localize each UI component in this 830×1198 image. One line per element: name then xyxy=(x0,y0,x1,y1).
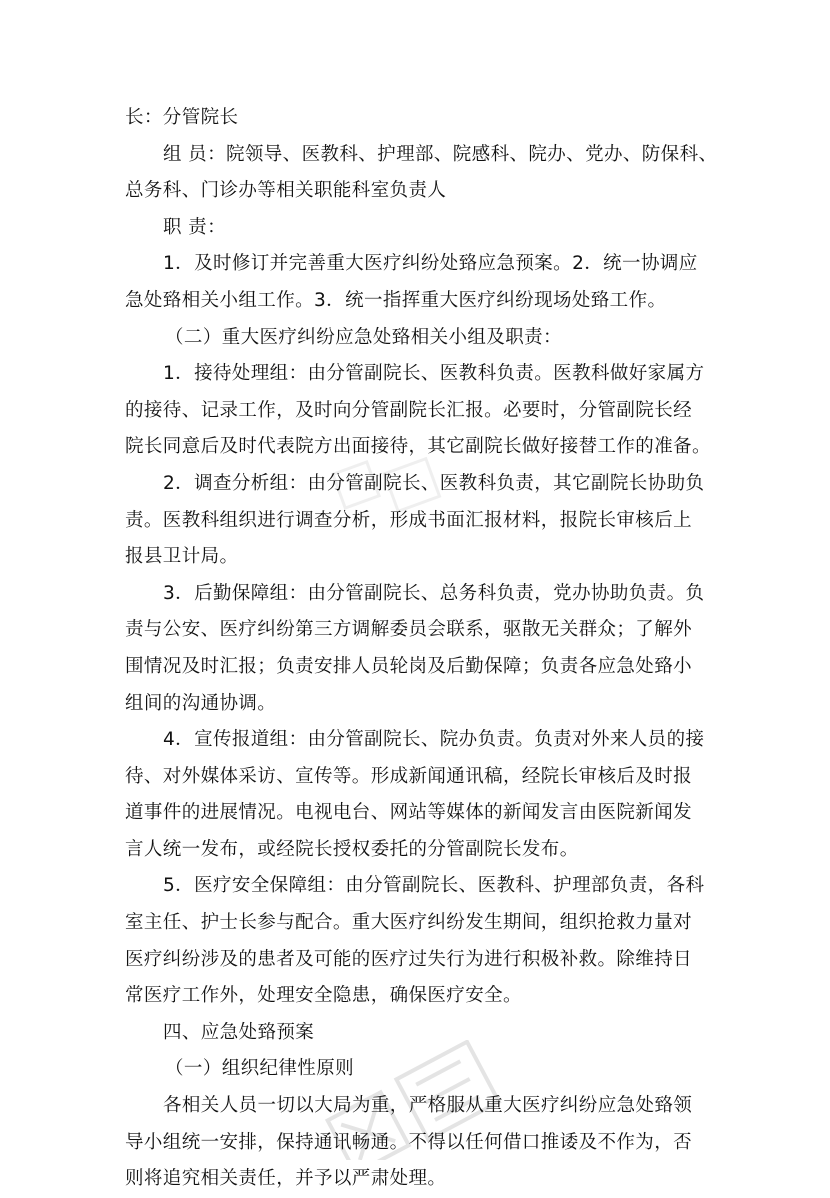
section-heading: （二）重大医疗纠纷应急处臵相关小组及职责： xyxy=(165,326,562,348)
text-line: 常医疗工作外，处理安全隐患，确保医疗安全。 xyxy=(125,985,522,1007)
text-line: 责。医教科组织进行调查分析，形成书面汇报材料，报院长审核后上 xyxy=(125,509,693,531)
text-line: 职 责： xyxy=(163,216,226,238)
text-line: 总务科、门诊办等相关职能科室负责人 xyxy=(125,180,447,202)
text-line: 报县卫计局。 xyxy=(125,546,239,568)
text-line: 待、对外媒体采访、宣传等。形成新闻通讯稿，经院长审核后及时报 xyxy=(125,765,693,787)
text-line: 各相关人员一切以大局为重，严格服从重大医疗纠纷应急处臵领 xyxy=(163,1095,693,1117)
text-line: 责与公安、医疗纠纷第三方调解委员会联系，驱散无关群众；了解外 xyxy=(125,619,693,641)
section-heading: 四、应急处臵预案 xyxy=(163,1021,315,1043)
text-line: 长：分管院长 xyxy=(125,107,239,128)
text-line: 院长同意后及时代表院方出面接待，其它副院长做好接替工作的准备。 xyxy=(125,436,711,458)
text-line: 言人统一发布，或经院长授权委托的分管副院长发布。 xyxy=(125,838,579,860)
text-line: 医疗纠纷涉及的患者及可能的医疗过失行为进行积极补救。除维持日 xyxy=(125,948,693,970)
document-body xyxy=(125,100,718,1198)
text-line: 道事件的进展情况。电视电台、网站等媒体的新闻发言由医院新闻发 xyxy=(125,802,693,824)
text-line: 组 员：院领导、医教科、护理部、院感科、院办、党办、防保科、 xyxy=(163,143,718,165)
text-line: 3．后勤保障组：由分管副院长、总务科负责，党办协助负责。负 xyxy=(163,582,705,604)
text-line: 2．调查分析组：由分管副院长、医教科负责，其它副院长协助负 xyxy=(163,472,705,494)
section-heading: （一）组织纪律性原则 xyxy=(165,1058,355,1080)
text-line: 导小组统一安排，保持通讯畅通。不得以任何借口推诿及不作为，否 xyxy=(125,1131,693,1153)
text-line: 1．及时修订并完善重大医疗纠纷处臵应急预案。2．统一协调应 xyxy=(163,253,698,275)
text-line: 急处臵相关小组工作。3．统一指挥重大医疗纠纷现场处臵工作。 xyxy=(125,289,667,311)
text-line: 围情况及时汇报；负责安排人员轮岗及后勤保障；负责各应急处臵小 xyxy=(125,655,693,677)
text-line: 4．宣传报道组：由分管副院长、院办负责。负责对外来人员的接 xyxy=(163,729,705,751)
text-line: 组间的沟通协调。 xyxy=(125,692,277,714)
text-line: 1．接待处理组：由分管副院长、医教科负责。医教科做好家属方 xyxy=(163,363,705,385)
text-line: 则将追究相关责任，并予以严肃处理。 xyxy=(125,1168,447,1190)
text-line: 5．医疗安全保障组：由分管副院长、医教科、护理部负责，各科 xyxy=(163,875,705,897)
text-line: 的接待、记录工作，及时向分管副院长汇报。必要时，分管副院长经 xyxy=(125,399,693,421)
text-line: 室主任、护士长参与配合。重大医疗纠纷发生期间，组织抢救力量对 xyxy=(125,912,693,934)
